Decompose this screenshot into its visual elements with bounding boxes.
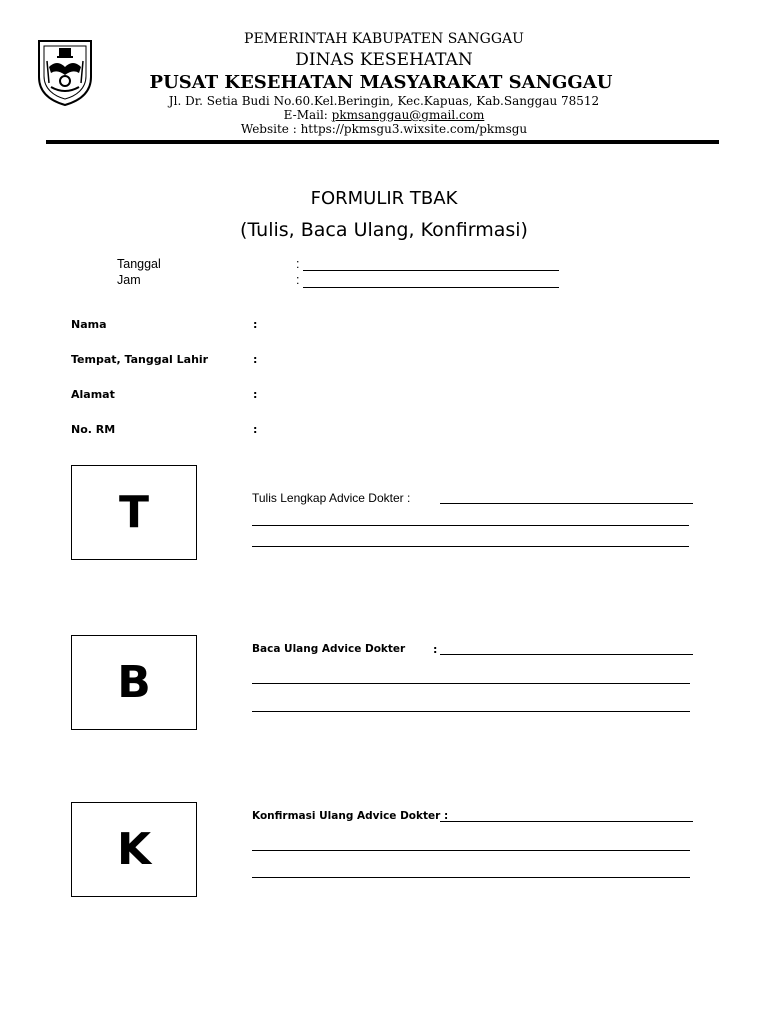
institution-name: PUSAT KESEHATAN MASYARAKAT SANGGAU bbox=[149, 72, 613, 93]
header-rule bbox=[46, 140, 719, 144]
date-label: Tanggal bbox=[117, 257, 161, 271]
konfirmasi-line-2[interactable] bbox=[252, 850, 690, 851]
time-line[interactable] bbox=[303, 287, 559, 288]
medical-record-label: No. RM bbox=[71, 423, 116, 436]
name-label: Nama bbox=[71, 318, 107, 331]
address-sep: : bbox=[253, 388, 258, 401]
address: Jl. Dr. Setia Budi No.60.Kel.Beringin, Kec.Kapuas, Kab.Sanggau 78512 bbox=[168, 94, 600, 108]
konfirmasi-letter: K bbox=[116, 824, 152, 875]
form-subtitle: (Tulis, Baca Ulang, Konfirmasi) bbox=[240, 219, 528, 241]
konfirmasi-line-3[interactable] bbox=[252, 877, 690, 878]
konfirmasi-line-1[interactable] bbox=[440, 821, 693, 822]
tulis-box bbox=[71, 465, 197, 560]
email-line bbox=[0, 108, 768, 122]
medical-record-sep: : bbox=[253, 423, 258, 436]
tulis-line-2[interactable] bbox=[252, 525, 689, 526]
baca-box bbox=[71, 635, 197, 730]
tulis-letter: T bbox=[118, 487, 149, 538]
email-link[interactable]: pkmsanggau@gmail.com bbox=[331, 108, 485, 122]
birth-label: Tempat, Tanggal Lahir bbox=[71, 353, 209, 366]
baca-letter: B bbox=[117, 657, 151, 708]
baca-line-2[interactable] bbox=[252, 683, 690, 684]
baca-sep: : bbox=[433, 643, 438, 656]
time-sep: : bbox=[296, 273, 300, 287]
baca-label: Baca Ulang Advice Dokter bbox=[252, 643, 406, 655]
form-title: FORMULIR TBAK bbox=[310, 188, 458, 209]
email-label: E-Mail: bbox=[283, 108, 332, 122]
address-label: Alamat bbox=[71, 388, 115, 401]
tulis-line-1[interactable] bbox=[440, 503, 693, 504]
baca-line-1[interactable] bbox=[440, 654, 693, 655]
konfirmasi-label: Konfirmasi Ulang Advice Dokter : bbox=[252, 810, 449, 822]
konfirmasi-box bbox=[71, 802, 197, 897]
time-label: Jam bbox=[117, 273, 141, 287]
name-sep: : bbox=[253, 318, 258, 331]
tulis-line-3[interactable] bbox=[252, 546, 689, 547]
department-name: DINAS KESEHATAN bbox=[295, 50, 473, 70]
website: Website : https://pkmsgu3.wixsite.com/pkmsgu bbox=[240, 122, 528, 136]
tulis-label: Tulis Lengkap Advice Dokter : bbox=[252, 491, 411, 505]
date-line[interactable] bbox=[303, 270, 559, 271]
birth-sep: : bbox=[253, 353, 258, 366]
date-sep: : bbox=[296, 257, 300, 271]
baca-line-3[interactable] bbox=[252, 711, 690, 712]
government-name: PEMERINTAH KABUPATEN SANGGAU bbox=[244, 31, 524, 47]
